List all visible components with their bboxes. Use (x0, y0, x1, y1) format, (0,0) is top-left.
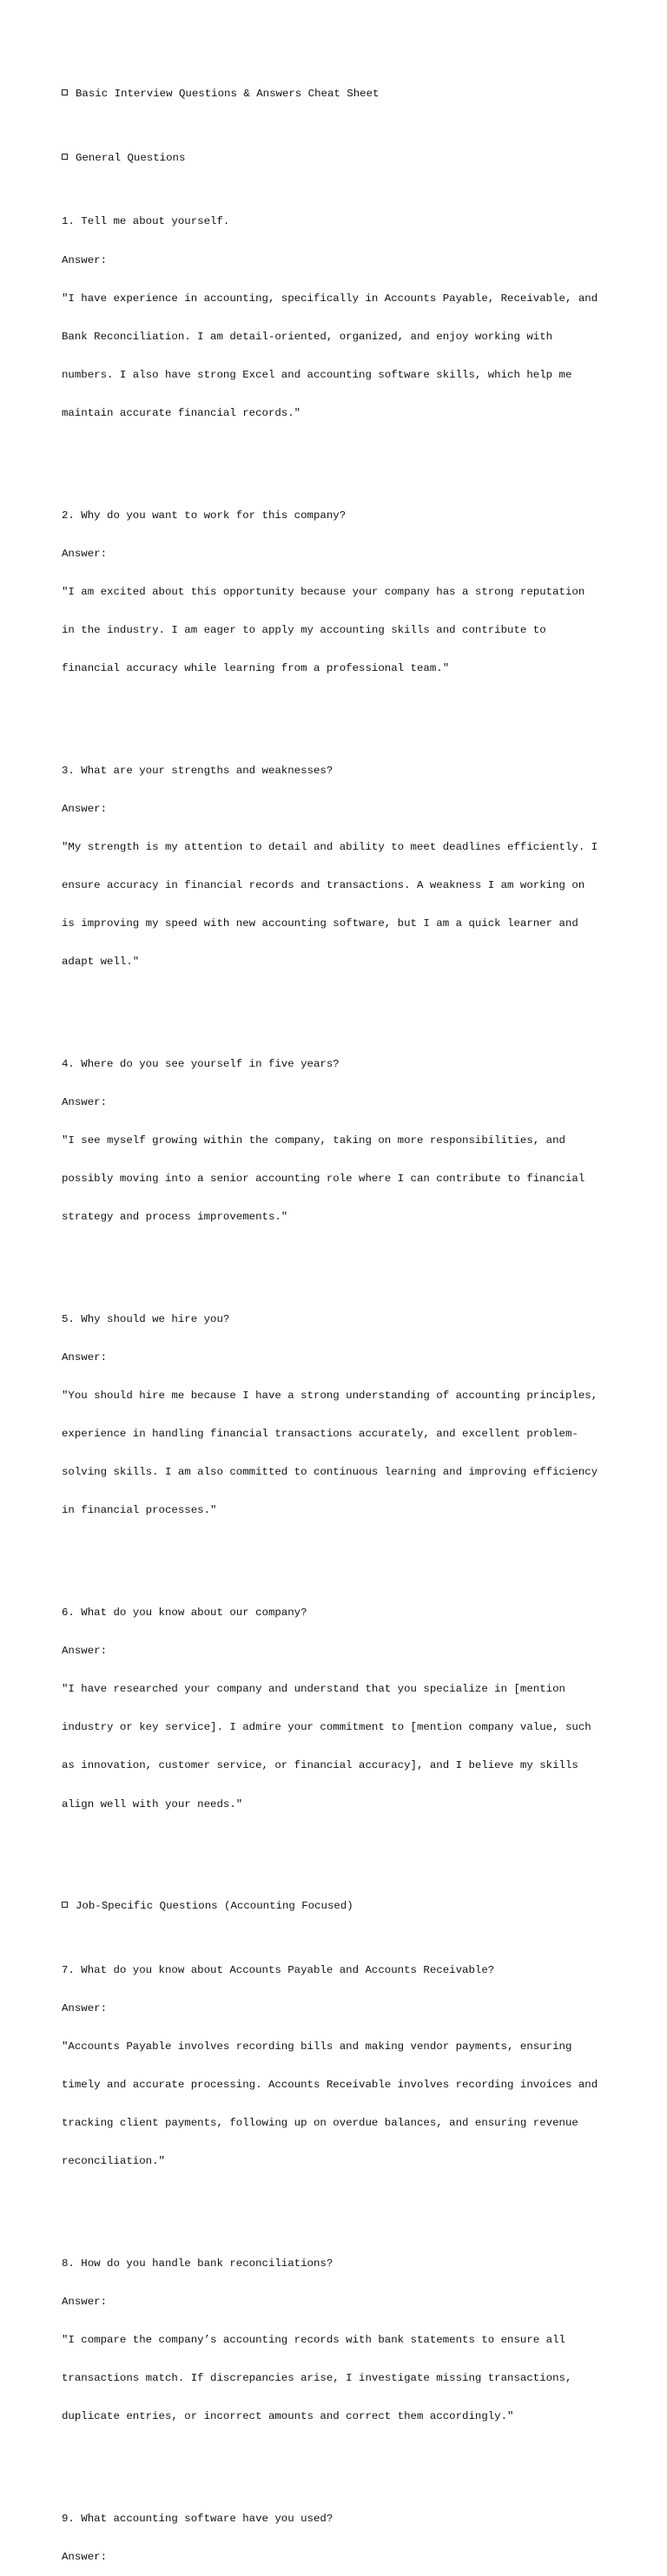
answer-label: Answer: (62, 1645, 108, 1658)
document-title: Basic Interview Questions & Answers Cheat Sheet (76, 88, 380, 101)
bullet-box-icon (62, 1902, 68, 1908)
spacer (62, 994, 635, 1007)
answer-line: align well with your needs." (62, 1797, 243, 1810)
answer-label: Answer: (62, 1095, 108, 1108)
answer-line: "You should hire me because I have a strong understanding of accounting principles, (62, 1390, 598, 1403)
answer-line: "I have experience in accounting, specifically in Accounts Payable, Receivable, and (62, 292, 598, 305)
document-title-line (62, 88, 635, 101)
answer-line: experience in handling financial transactions accurately, and excellent problem- (62, 1428, 578, 1441)
answer-line: "I see myself growing within the company, taking on more responsibilities, and (62, 1134, 565, 1147)
spacer (62, 1249, 635, 1262)
answer-line: is improving my speed with new accounting software, but I am a quick learner and (62, 917, 578, 930)
spacer (62, 700, 635, 713)
answer-line: "I have researched your company and understand that you specialize in [mention (62, 1683, 565, 1696)
answer-label: Answer: (62, 253, 108, 266)
question-text: 5. Why should we hire you? (62, 1312, 230, 1325)
answer-line: Bank Reconciliation. I am detail-oriented, organized, and enjoy working with (62, 330, 553, 343)
bullet-box-icon (62, 89, 68, 95)
answer-line: timely and accurate processing. Accounts Receivable involves recording invoices and (62, 2079, 598, 2091)
question-text: 6. What do you know about our company? (62, 1607, 307, 1619)
answer-line: "I compare the company’s accounting records with bank statements to ensure all (62, 2334, 565, 2347)
answer-label: Answer: (62, 547, 108, 560)
answer-line: "I am excited about this opportunity because your company has a strong reputation (62, 585, 585, 598)
spacer (62, 1543, 635, 1556)
answer-line: duplicate entries, or incorrect amounts and correct them accordingly." (62, 2410, 514, 2423)
answer-line: solving skills. I am also committed to continuous learning and improving efficiency (62, 1466, 598, 1479)
question-text: 8. How do you handle bank reconciliations? (62, 2257, 334, 2270)
answer-label: Answer: (62, 802, 108, 815)
question-text: 9. What accounting software have you used? (62, 2512, 334, 2525)
answer-line: as innovation, customer service, or financial accuracy], and I believe my skills (62, 1759, 578, 1772)
answer-line: maintain accurate financial records." (62, 406, 301, 419)
answer-line: ensure accuracy in financial records and transactions. A weakness I am working on (62, 878, 585, 891)
question-text: 7. What do you know about Accounts Payable and Accounts Receivable? (62, 1963, 495, 1976)
section-heading: General Questions (76, 151, 186, 164)
answer-line: reconciliation." (62, 2155, 165, 2168)
answer-line: "Accounts Payable involves recording bills and making vendor payments, ensuring (62, 2040, 572, 2053)
spacer (62, 1837, 635, 1850)
question-text: 4. Where do you see yourself in five years? (62, 1057, 340, 1070)
answer-line: in the industry. I am eager to apply my accounting skills and contribute to (62, 623, 546, 636)
document-page (62, 62, 635, 2576)
answer-line: possibly moving into a senior accounting role where I can contribute to financial (62, 1173, 585, 1186)
spacer (62, 2193, 635, 2206)
bullet-box-icon (62, 154, 68, 160)
answer-line: industry or key service]. I admire your commitment to [mention company value, such (62, 1721, 591, 1734)
question-text: 2. Why do you want to work for this company? (62, 509, 347, 522)
spacer (62, 445, 635, 458)
answer-line: tracking client payments, following up on overdue balances, and ensuring revenue (62, 2117, 578, 2130)
answer-line: in financial processes." (62, 1504, 217, 1517)
answer-line: strategy and process improvements." (62, 1211, 288, 1224)
answer-line: financial accuracy while learning from a professional team." (62, 662, 450, 675)
answer-label: Answer: (62, 1350, 108, 1364)
question-text: 3. What are your strengths and weaknesses? (62, 764, 334, 777)
answer-label: Answer: (62, 2295, 108, 2308)
section-heading-line (62, 152, 635, 165)
section-heading: Job-Specific Questions (Accounting Focused) (76, 1900, 353, 1913)
answer-label: Answer: (62, 2550, 108, 2563)
question-text: 1. Tell me about yourself. (62, 215, 230, 228)
answer-line: "My strength is my attention to detail and ability to meet deadlines efficiently. I (62, 840, 598, 853)
spacer (62, 2448, 635, 2461)
section-heading-line (62, 1900, 635, 1913)
answer-label: Answer: (62, 2001, 108, 2014)
answer-line: numbers. I also have strong Excel and accounting software skills, which help me (62, 368, 572, 381)
answer-line: transactions match. If discrepancies arise, I investigate missing transactions, (62, 2372, 572, 2385)
answer-line: adapt well." (62, 956, 140, 969)
